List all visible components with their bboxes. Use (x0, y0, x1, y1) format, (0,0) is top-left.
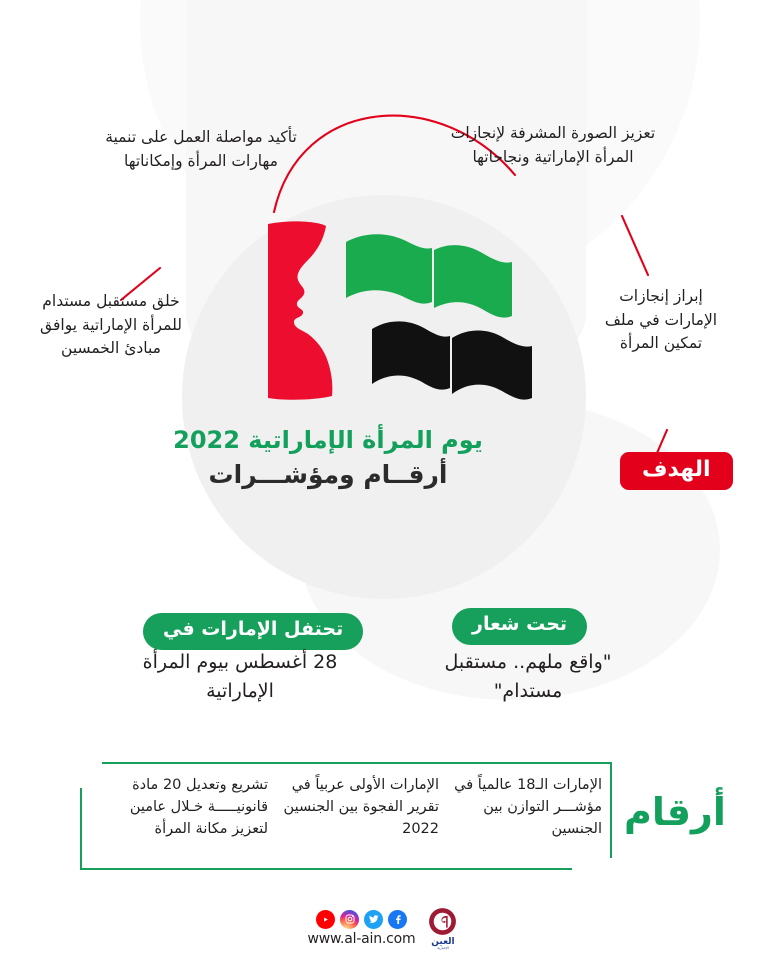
frame-line-right (610, 762, 612, 858)
frame-line-top (102, 762, 612, 764)
page-title-green: يوم المرأة الإماراتية 2022 (173, 426, 483, 454)
stat-item-3: تشريع وتعديل 20 مادة قانونيـــــة خـلال عامين لتعزيز مكانة المرأة (129, 777, 268, 837)
al-ain-logo[interactable] (427, 906, 458, 950)
social-row (316, 910, 407, 929)
goal-item-text: خلق مستقبل مستدام للمرأة الإماراتية يوافق مبادئ الخمسين (40, 292, 182, 358)
goal-item-text: إبراز إنجازات الإمارات في ملف تمكين المرأة (604, 287, 718, 353)
stat-item-2: الإمارات الأولى عربياً في تقرير الفجوة بين الجنسين 2022 (283, 777, 439, 837)
youtube-icon[interactable] (316, 910, 335, 929)
instagram-icon[interactable] (340, 910, 359, 929)
al-ain-logo-word: العين (431, 936, 455, 947)
frame-line-bottom (80, 868, 572, 870)
al-ain-logo-subtitle: الإخبارية (437, 945, 449, 950)
slogan-body: "واقع ملهم.. مستقبل مستدام" (444, 651, 612, 702)
slogan-badge: تحت شعار (452, 608, 587, 645)
stat-item-1: الإمارات الـ18 عالمياً في مؤشـــر التوازن بين الجنسين (454, 777, 602, 837)
goal-badge: الهدف (620, 452, 733, 490)
goal-item-text: تأكيد مواصلة العمل على تنمية مهارات المرأة وإمكاناتها (105, 128, 297, 170)
twitter-icon[interactable] (364, 910, 383, 929)
al-ain-mark-icon (427, 906, 458, 937)
celebration-body: 28 أغسطس بيوم المرأة الإماراتية (142, 651, 338, 702)
goal-item-top-left (96, 126, 306, 173)
frame-line-left (80, 788, 82, 870)
facebook-icon[interactable] (388, 910, 407, 929)
celebration-badge: تحتفل الإمارات في (143, 613, 363, 650)
uae-womens-day-emblem-icon (246, 216, 536, 416)
goal-item-bottom-right (600, 285, 722, 356)
social-and-url (308, 910, 416, 947)
footer (0, 896, 768, 960)
page-title-dark: أرقــام ومؤشـــرات (208, 460, 448, 489)
site-url[interactable]: www.al-ain.com (307, 930, 416, 947)
goal-item-top-right (440, 122, 666, 169)
numbers-heading: أرقام (624, 790, 726, 834)
goal-item-text: تعزيز الصورة المشرفة لإنجازات المرأة الإماراتية ونجاحاتها (450, 124, 656, 166)
goal-item-bottom-left (36, 290, 186, 361)
